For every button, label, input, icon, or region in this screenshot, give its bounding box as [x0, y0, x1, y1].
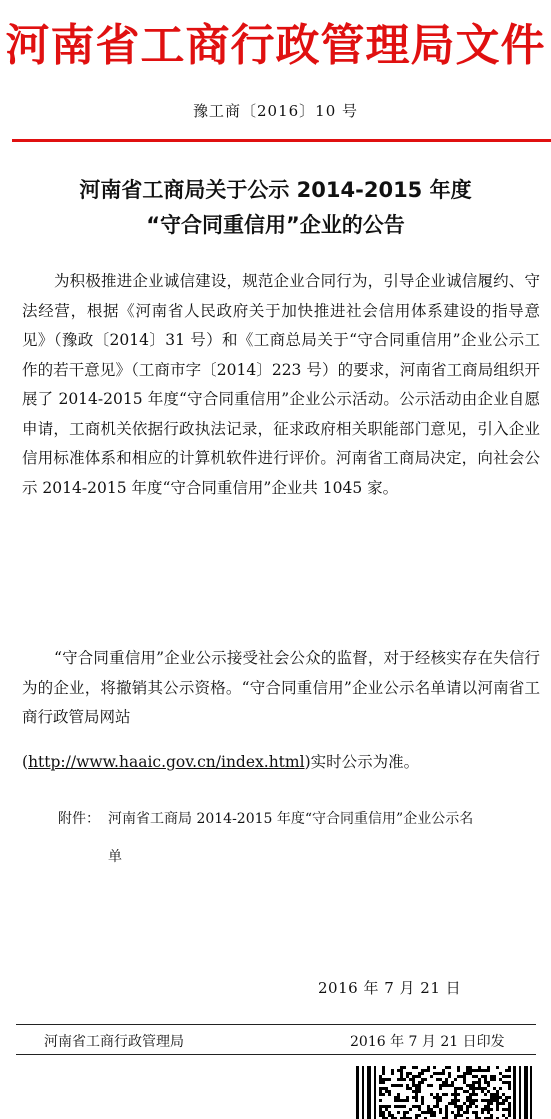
body-paragraph-2: “守合同重信用”企业公示接受社会公众的监督，对于经核实存在失信行为的企业，将撤销其公示资格。“守合同重信用”企业公示名单请以河南省工商行政管局网站	[22, 649, 540, 726]
barcode-icon	[356, 1066, 532, 1119]
footer-print-date: 2016 年 7 月 21 日印发	[350, 1034, 505, 1050]
red-divider	[12, 139, 551, 142]
attachment-note	[58, 800, 548, 876]
footer-organization: 河南省工商行政管理局	[44, 1034, 184, 1050]
body-paragraph-3	[22, 748, 540, 778]
attachment-text-1: 河南省工商局 2014-2015 年度“守合同重信用”企业公示名	[108, 811, 474, 827]
footer-bottom-line	[16, 1054, 536, 1055]
document-title-line-1: 河南省工商局关于公示 2014-2015 年度	[79, 178, 472, 202]
attachment-text-2: 单	[108, 849, 122, 865]
website-link[interactable]: http://www.haaic.gov.cn/index.html	[28, 753, 305, 771]
footer-top-line	[16, 1024, 536, 1025]
attachment-label: 附件：	[58, 811, 100, 827]
document-title-line-2: “守合同重信用”企业的公告	[146, 213, 405, 237]
paren-open: (	[22, 753, 29, 771]
paragraph-3-tail: )实时公示为准。	[304, 753, 420, 771]
masthead: 河南省工商行政管理局文件	[5, 20, 546, 71]
issue-date: 2016 年 7 月 21 日	[318, 979, 462, 997]
body-paragraph-1: 为积极推进企业诚信建设，规范企业合同行为，引导企业诚信履约、守法经营，根据《河南省人民政府关于加快推进社会信用体系建设的指导意见》（豫政〔2014〕31 号）和《工商总局关于“守合同重信用”企业公示工作的若干意见》（工商市字〔2014〕223 号）的要求，河南省工商局组织开展了 2014-2015 年度“守合同重信用”企业公示活动。公示活动由企业自愿申请，工商机关依据行政执法记录，征求政府相关职能部门意见，引入企业信用标准体系和相应的计算机软件进行评价。河南省工商局决定，向社会公示 2014-2015 年度“守合同重信用”企业共 1045 家。	[22, 272, 540, 497]
document-number: 豫工商〔2016〕10 号	[192, 102, 359, 120]
